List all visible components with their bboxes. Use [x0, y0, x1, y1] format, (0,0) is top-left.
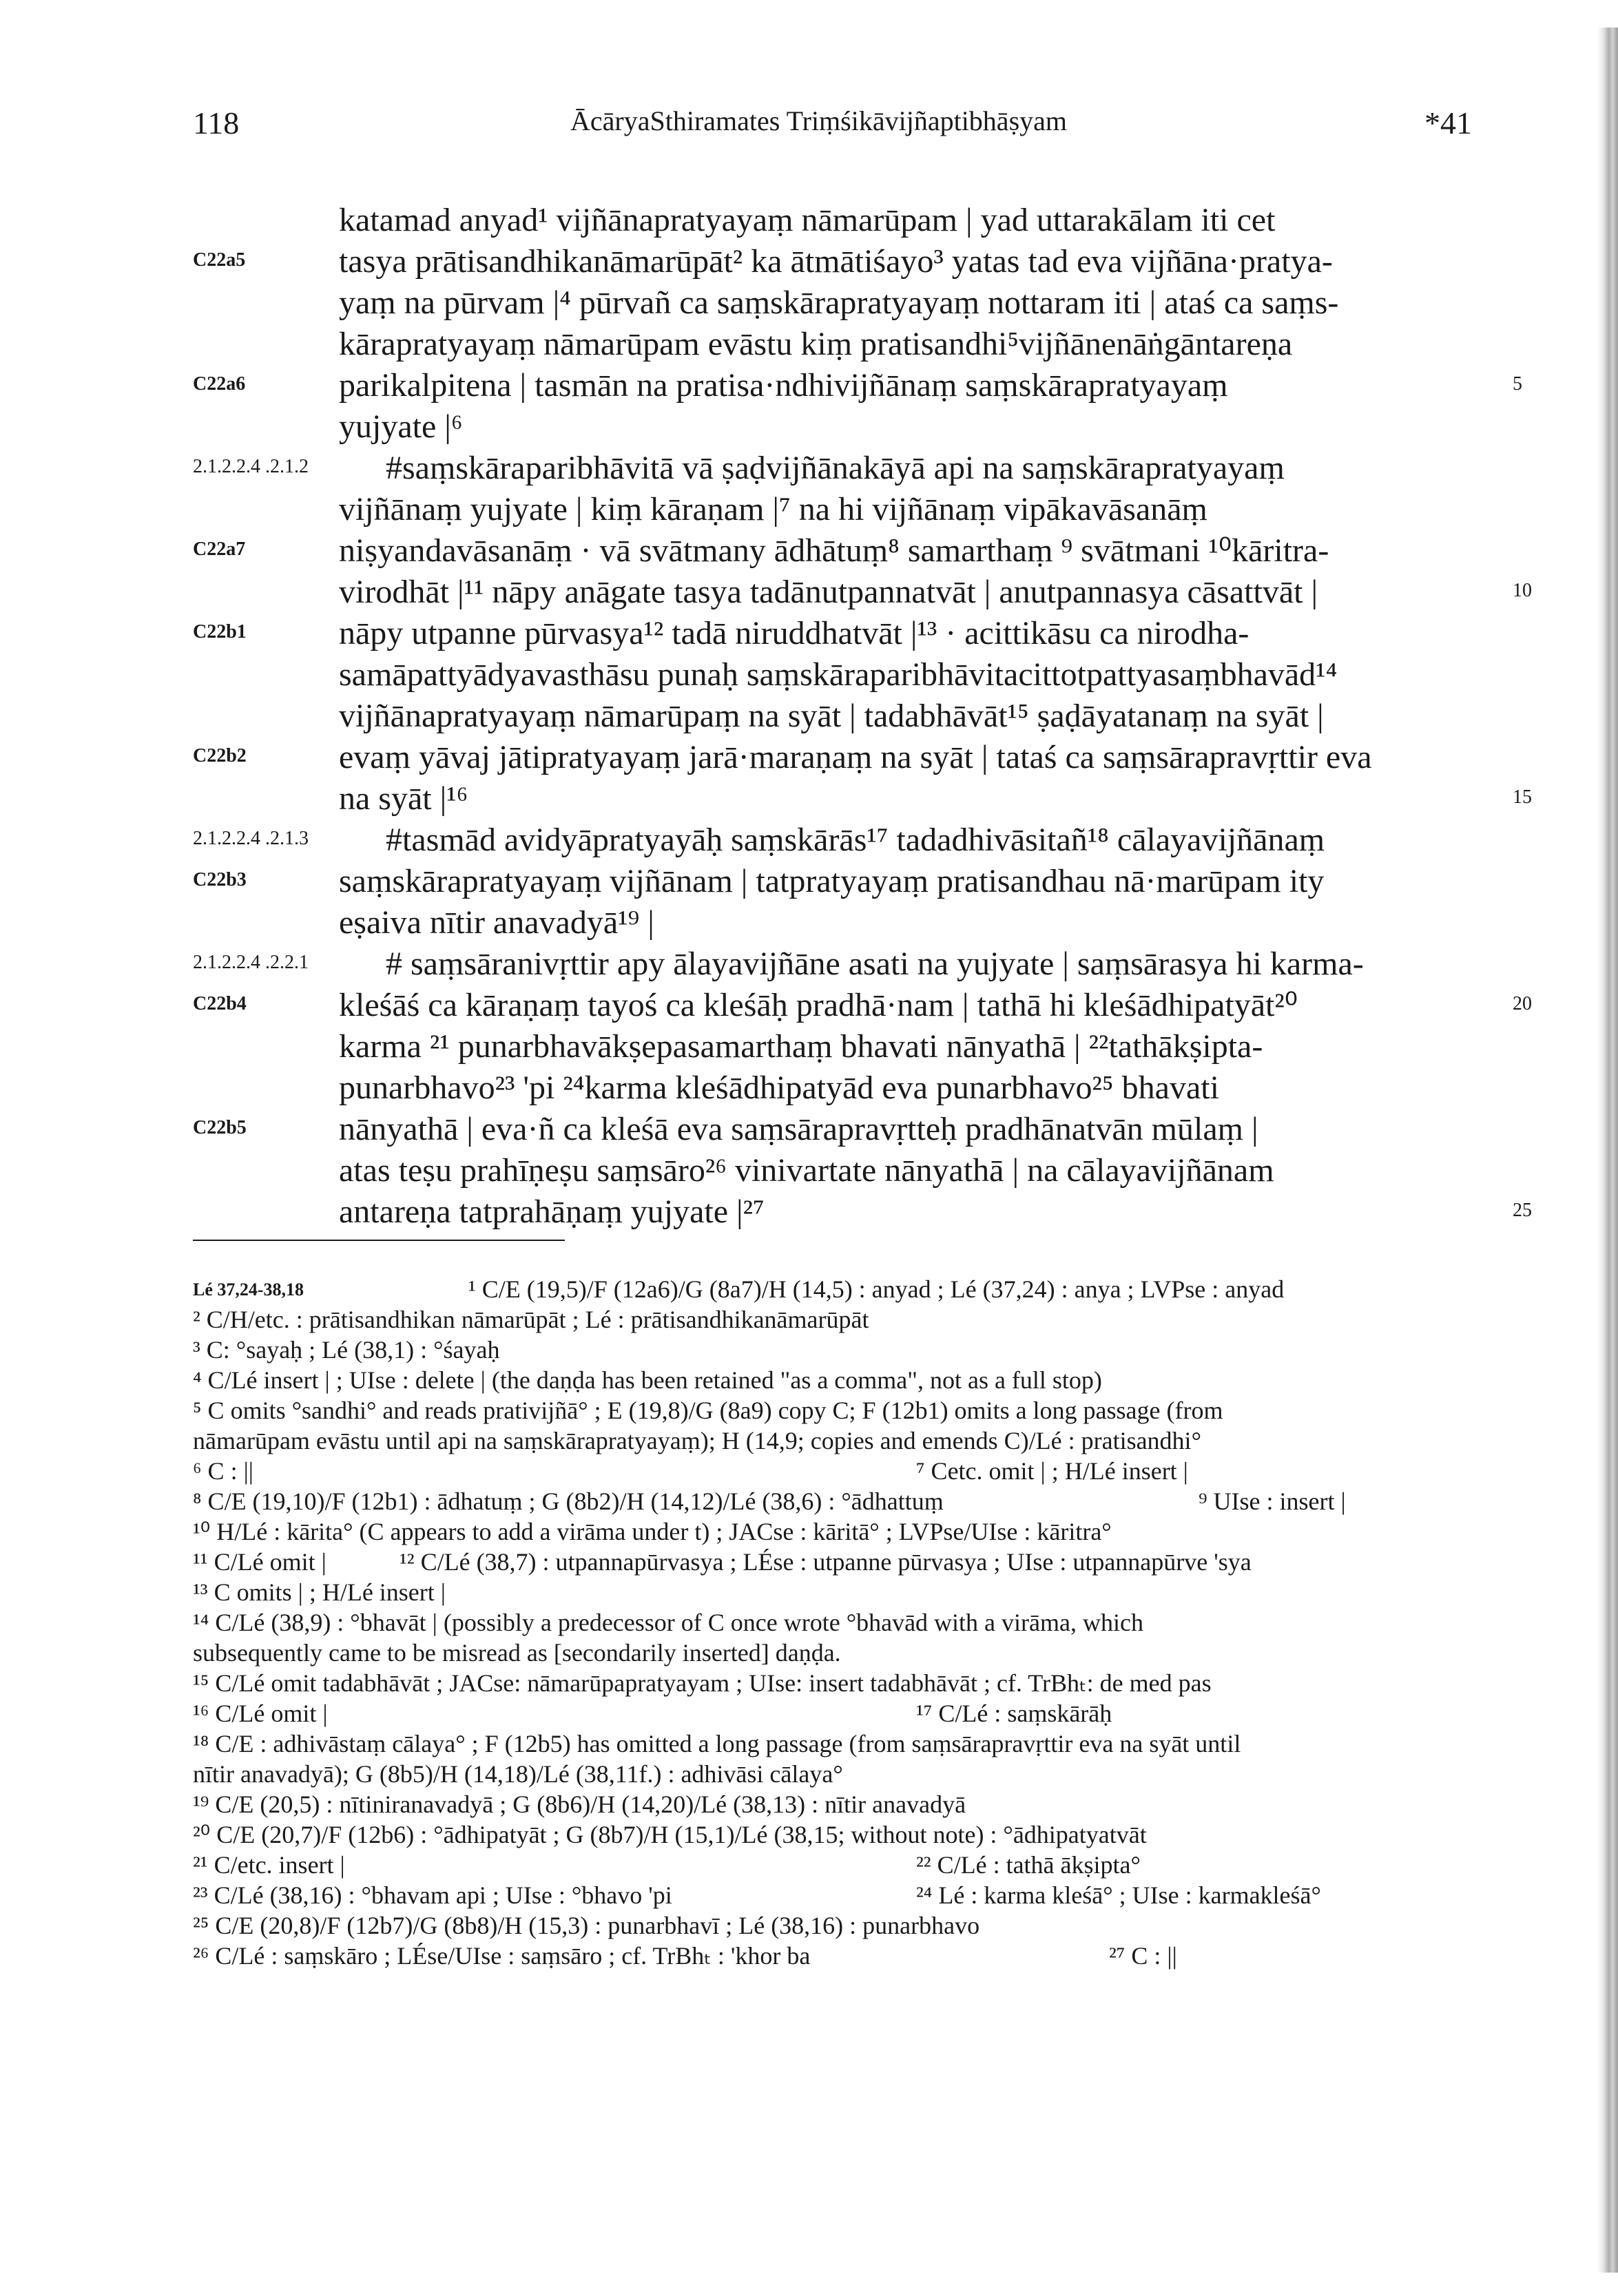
- margin-ref: C22b2: [193, 745, 247, 766]
- line-number: 5: [1513, 373, 1522, 395]
- footnote: ¹² C/Lé (38,7) : utpannapūrvasya ; LÉse : utpanne pūrvasya ; UIse : utpannapūrve 'sya: [400, 1548, 1252, 1576]
- section-number: 2.1.2.2.4 .2.2.1: [193, 952, 309, 973]
- text-line: yaṃ na pūrvam |⁴ pūrvañ ca saṃskārapratyayaṃ nottaram iti | ataś ca saṃs-: [339, 284, 1339, 321]
- text-line: punarbhavo²³ 'pi ²⁴karma kleśādhipatyād eva punarbhavo²⁵ bhavati: [339, 1069, 1219, 1106]
- text-line: #saṃskāraparibhāvitā vā ṣaḍvijñānakāyā api na saṃskārapratyayaṃ: [386, 450, 1285, 486]
- footnote: ¹⁴ C/Lé (38,9) : °bhavāt | (possibly a predecessor of C once wrote °bhavād with a virāma, which: [193, 1609, 1143, 1636]
- text-line: virodhāt |¹¹ nāpy anāgate tasya tadānutpannatvāt | anutpannasya cāsattvāt |: [339, 574, 1318, 610]
- footnote: ² C/H/etc. : prātisandhikan nāmarūpāt ; Lé : prātisandhikanāmarūpāt: [193, 1306, 869, 1333]
- line-number: 25: [1513, 1200, 1532, 1221]
- text-line: nānyathā | eva·ñ ca kleśā eva saṃsārapravṛtteḥ pradhānatvān mūlaṃ |: [339, 1111, 1258, 1147]
- footnote: ²⁶ C/Lé : saṃskāro ; LÉse/UIse : saṃsāro ; cf. TrBhₜ : 'khor ba: [193, 1942, 811, 1970]
- footnote: ¹¹ C/Lé omit |: [193, 1548, 326, 1576]
- margin-ref: C22b5: [193, 1117, 247, 1138]
- text-line: saṃskārapratyayaṃ vijñānam | tatpratyayaṃ pratisandhau nā·marūpam ity: [339, 863, 1325, 899]
- text-line: kleśāś ca kāraṇaṃ tayoś ca kleśāḥ pradhā·nam | tathā hi kleśādhipatyāt²⁰: [339, 987, 1298, 1023]
- footnote: subsequently came to be misread as [secondarily inserted] daṇḍa.: [193, 1639, 841, 1667]
- line-number: 15: [1513, 786, 1532, 808]
- running-head: ĀcāryaSthiramates Triṃśikāvijñaptibhāṣyam: [570, 105, 1067, 136]
- line-number: 20: [1513, 993, 1532, 1014]
- footnote: ¹⁷ C/Lé : saṃskārāḥ: [916, 1700, 1112, 1727]
- text-line: na syāt |¹⁶: [339, 780, 468, 817]
- footnote: ¹⁸ C/E : adhivāstaṃ cālaya° ; F (12b5) has omitted a long passage (from saṃsārapravṛttir eva na syāt until: [193, 1730, 1241, 1757]
- footnote: nāmarūpam evāstu until api na saṃskārapratyayaṃ); H (14,9; copies and emends C)/Lé : pratisandhi°: [193, 1427, 1201, 1454]
- section-number: 2.1.2.2.4 .2.1.3: [193, 828, 309, 849]
- text-line: kārapratyayaṃ nāmarūpam evāstu kiṃ pratisandhi⁵vijñānenāṅgāntareṇa: [339, 326, 1293, 362]
- text-line: # saṃsāranivṛttir apy ālayavijñāne asati na yujyate | saṃsārasya hi karma-: [386, 946, 1364, 982]
- footnote: ²⁴ Lé : karma kleśā° ; UIse : karmakleśā°: [916, 1881, 1321, 1909]
- text-line: tasya prātisandhikanāmarūpāt² ka ātmātiśayo³ yatas tad eva vijñāna·pratya-: [339, 243, 1333, 280]
- text-line: karma ²¹ punarbhavākṣepasamarthaṃ bhavati nānyathā | ²²tathākṣipta-: [339, 1028, 1263, 1065]
- margin-ref: C22b1: [193, 621, 247, 643]
- text-line: antareṇa tatprahāṇaṃ yujyate |²⁷: [339, 1193, 765, 1230]
- footnote-source: Lé 37,24-38,18: [193, 1280, 304, 1300]
- footnote: ⁵ C omits °sandhi° and reads prativijñā° ; E (19,8)/G (8a9) copy C; F (12b1) omits a long passage (from: [193, 1397, 1223, 1424]
- footnote: nītir anavadyā); G (8b5)/H (14,18)/Lé (38,11f.) : adhivāsi cālaya°: [193, 1760, 843, 1788]
- footnote: ²⁵ C/E (20,8)/F (12b7)/G (8b8)/H (15,3) : punarbhavī ; Lé (38,16) : punarbhavo: [193, 1912, 980, 1939]
- footnote: ²² C/Lé : tathā ākṣipta°: [916, 1851, 1141, 1879]
- footnote: ²¹ C/etc. insert |: [193, 1851, 345, 1879]
- text-line: katamad anyad¹ vijñānapratyayaṃ nāmarūpam | yad uttarakālam iti cet: [339, 202, 1276, 238]
- line-number: 10: [1513, 580, 1532, 601]
- page-number: 118: [193, 105, 240, 140]
- section-number: 2.1.2.2.4 .2.1.2: [193, 456, 309, 477]
- text-line: samāpattyādyavasthāsu punaḥ saṃskāraparibhāvitacittotpattyasaṃbhavād¹⁴: [339, 656, 1338, 693]
- footnote: ⁸ C/E (19,10)/F (12b1) : ādhatuṃ ; G (8b2)/H (14,12)/Lé (38,6) : °ādhattuṃ: [193, 1488, 944, 1515]
- text-line: nāpy utpanne pūrvasya¹² tadā niruddhatvāt |¹³ · acittikāsu ca nirodha-: [339, 615, 1249, 651]
- footnote: ³ C: °sayaḥ ; Lé (38,1) : °śayaḥ: [193, 1336, 500, 1364]
- footnote: ¹⁶ C/Lé omit |: [193, 1700, 328, 1727]
- footnote: ¹⁹ C/E (20,5) : nītiniranavadyā ; G (8b6)/H (14,20)/Lé (38,13) : nītir anavadyā: [193, 1791, 966, 1818]
- footnote: ²⁰ C/E (20,7)/F (12b6) : °ādhipatyāt ; G (8b7)/H (15,1)/Lé (38,15; without note) : °ādhipatyatvāt: [193, 1821, 1147, 1848]
- footnote: ¹ C/E (19,5)/F (12a6)/G (8a7)/H (14,5) : anyad ; Lé (37,24) : anya ; LVPse : anyad: [468, 1275, 1285, 1303]
- footnote: ¹⁰ H/Lé : kārita° (C appears to add a virāma under t) ; JACse : kāritā° ; LVPse/UIse : kāritra°: [193, 1518, 1112, 1545]
- text-line: atas teṣu prahīṇeṣu saṃsāro²⁶ vinivartate nānyathā | na cālayavijñānam: [339, 1152, 1274, 1189]
- text-line: evaṃ yāvaj jātipratyayaṃ jarā·maraṇaṃ na syāt | tataś ca saṃsārapravṛttir eva: [339, 739, 1372, 775]
- footnote: ⁹ UIse : insert |: [1199, 1488, 1346, 1515]
- footnote: ²³ C/Lé (38,16) : °bhavam api ; UIse : °bhavo 'pi: [193, 1881, 672, 1909]
- scan-edge: [1597, 28, 1618, 2273]
- text-line: yujyate |⁶: [339, 408, 463, 445]
- text-line: #tasmād avidyāpratyayāḥ saṃskārās¹⁷ tadadhivāsitañ¹⁸ cālayavijñānaṃ: [386, 822, 1325, 858]
- footnote: ⁷ Cetc. omit | ; H/Lé insert |: [916, 1457, 1188, 1485]
- footnote: ¹³ C omits | ; H/Lé insert |: [193, 1578, 446, 1606]
- margin-ref: C22a5: [193, 249, 246, 271]
- text-line: parikalpitena | tasmān na pratisa·ndhivijñānaṃ saṃskārapratyayaṃ: [339, 367, 1228, 404]
- folio-reference: *41: [1424, 105, 1472, 140]
- footnote: ⁶ C : ||: [193, 1457, 253, 1485]
- margin-ref: C22b3: [193, 869, 247, 890]
- text-line: eṣaiva nītir anavadyā¹⁹ |: [339, 904, 654, 941]
- text-line: vijñānapratyayaṃ nāmarūpaṃ na syāt | tadabhāvāt¹⁵ ṣaḍāyatanaṃ na syāt |: [339, 698, 1324, 734]
- margin-ref: C22b4: [193, 993, 247, 1014]
- margin-ref: C22a7: [193, 539, 246, 560]
- footnote: ¹⁵ C/Lé omit tadabhāvāt ; JACse: nāmarūpapratyayam ; UIse: insert tadabhāvāt ; cf. TrBhₜ: de med pas: [193, 1669, 1212, 1697]
- text-line: vijñānaṃ yujyate | kiṃ kāraṇam |⁷ na hi vijñānaṃ vipākavāsanāṃ: [339, 491, 1207, 528]
- footnote: ²⁷ C : ||: [1109, 1942, 1177, 1970]
- text-line: niṣyandavāsanāṃ · vā svātmany ādhātuṃ⁸ samarthaṃ ⁹ svātmani ¹⁰kāritra-: [339, 532, 1329, 569]
- footnote-rule: [193, 1240, 565, 1241]
- footnote: ⁴ C/Lé insert | ; UIse : delete | (the daṇḍa has been retained "as a comma", not as a full stop): [193, 1366, 1102, 1394]
- margin-ref: C22a6: [193, 373, 246, 395]
